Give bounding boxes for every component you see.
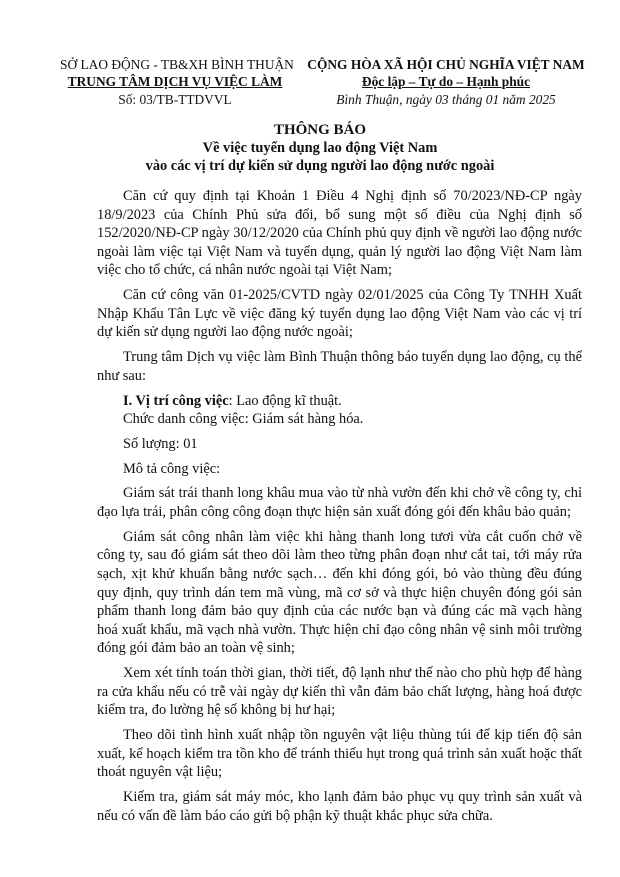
place-date: Bình Thuận, ngày 03 tháng 01 năm 2025 xyxy=(336,92,556,107)
section-value: : Lao động kĩ thuật. xyxy=(228,392,342,409)
quantity-line: Số lượng: 01 xyxy=(123,435,198,452)
national-motto: Độc lập – Tự do – Hạnh phúc xyxy=(361,74,531,89)
agency-parent: SỞ LAO ĐỘNG - TB&XH BÌNH THUẬN xyxy=(60,57,294,72)
country-name: CỘNG HÒA XÃ HỘI CHỦ NGHĨA VIỆT NAM xyxy=(307,57,585,72)
job-description-item-1: Giám sát trái thanh long khâu mua vào từ nhà vườn đến khi chở về công ty, chỉ đạo lựa trái, phân công công đoạn thực hiện sản xuất đóng gói đến khâu bảo quản; xyxy=(97,485,582,521)
document-subject-line-2: vào các vị trí dự kiến sử dụng người lao động nước ngoài xyxy=(145,158,495,174)
section-heading: I. Vị trí công việc xyxy=(123,392,229,409)
document-subject-line-1: Về việc tuyển dụng lao động Việt Nam xyxy=(202,140,438,156)
document-number: Số: 03/TB-TTDVVL xyxy=(118,92,232,107)
job-description-label: Mô tả công việc: xyxy=(123,460,221,477)
job-description-item-3: Xem xét tính toán thời gian, thời tiết, độ lạnh như thế nào cho phù hợp để hàng ra cửa khẩu nếu có trễ vài ngày dự kiến thì vẫn đảm bảo chất lượng, hàng hoá được kiểm tra, đo lường hệ số không bị hư hại; xyxy=(97,665,582,719)
legal-basis-paragraph-1: Căn cứ quy định tại Khoản 1 Điều 4 Nghị định số 70/2023/NĐ-CP ngày 18/9/2023 của Chính Phủ sửa đổi, bổ sung một số điều của Nghị định số 152/2020/NĐ-CP ngày 30/12/2020 của Chính phủ quy định về người lao động nước ngoài làm việc tại Việt Nam và tuyển dụng, quản lý người lao động Việt Nam làm việc cho tổ chức, cá nhân nước ngoài tại Việt Nam; xyxy=(97,188,582,279)
job-title-line: Chức danh công việc: Giám sát hàng hóa. xyxy=(123,411,364,428)
job-description-item-4: Theo dõi tình hình xuất nhập tồn nguyên vật liệu thùng túi để kịp tiến độ sản xuất, kế hoạch kiểm tra tồn kho để tránh thiếu hụt trong quá trình sản xuất hoặc thất thoát nguyên vật liệu; xyxy=(97,727,582,781)
legal-basis-paragraph-2: Căn cứ công văn 01-2025/CVTD ngày 02/01/2025 của Công Ty TNHH Xuất Nhập Khẩu Tân Lực về việc đăng ký tuyển dụng lao động Việt Nam vào các vị trí dự kiến sử dụng người lao động nước ngoài; xyxy=(97,287,582,341)
document-body xyxy=(97,187,582,831)
announcement-paragraph: Trung tâm Dịch vụ việc làm Bình Thuận thông báo tuyển dụng lao động, cụ thể như sau: xyxy=(97,349,582,384)
national-header xyxy=(296,56,596,108)
agency-header xyxy=(60,56,294,108)
job-description-item-2: Giám sát công nhân làm việc khi hàng thanh long tươi vừa cắt cuốn chở về công ty, sau đó giám sát theo dõi làm theo từng phân đoạn như cắt tai, tới máy rửa sạch, xịt khử khuẩn bằng nước sạch… đến khi đóng gói, bỏ vào thùng đều đúng quy định, quy trình dán tem mã vùng, mã cơ sở và thực hiện chuyên đóng gói sản phẩm thanh long đảm bảo quy định của các nước bạn và đúng các mã vạch hàng hoá xuất khẩu, mã vạch nhà vườn. Thực hiện chỉ đạo công nhân vệ sinh môi trường đóng gói đảm bảo an toàn vệ sinh; xyxy=(97,528,582,657)
title-block xyxy=(60,121,580,175)
agency-name: TRUNG TÂM DỊCH VỤ VIỆC LÀM xyxy=(67,74,283,89)
section-job-position xyxy=(97,392,582,411)
document-title: THÔNG BÁO xyxy=(273,122,367,138)
job-description-item-5: Kiểm tra, giám sát máy móc, kho lạnh đảm bảo phục vụ quy trình sản xuất và nếu có vấn đề làm báo cáo gửi bộ phận kỹ thuật khắc phục sửa chữa. xyxy=(97,789,582,824)
